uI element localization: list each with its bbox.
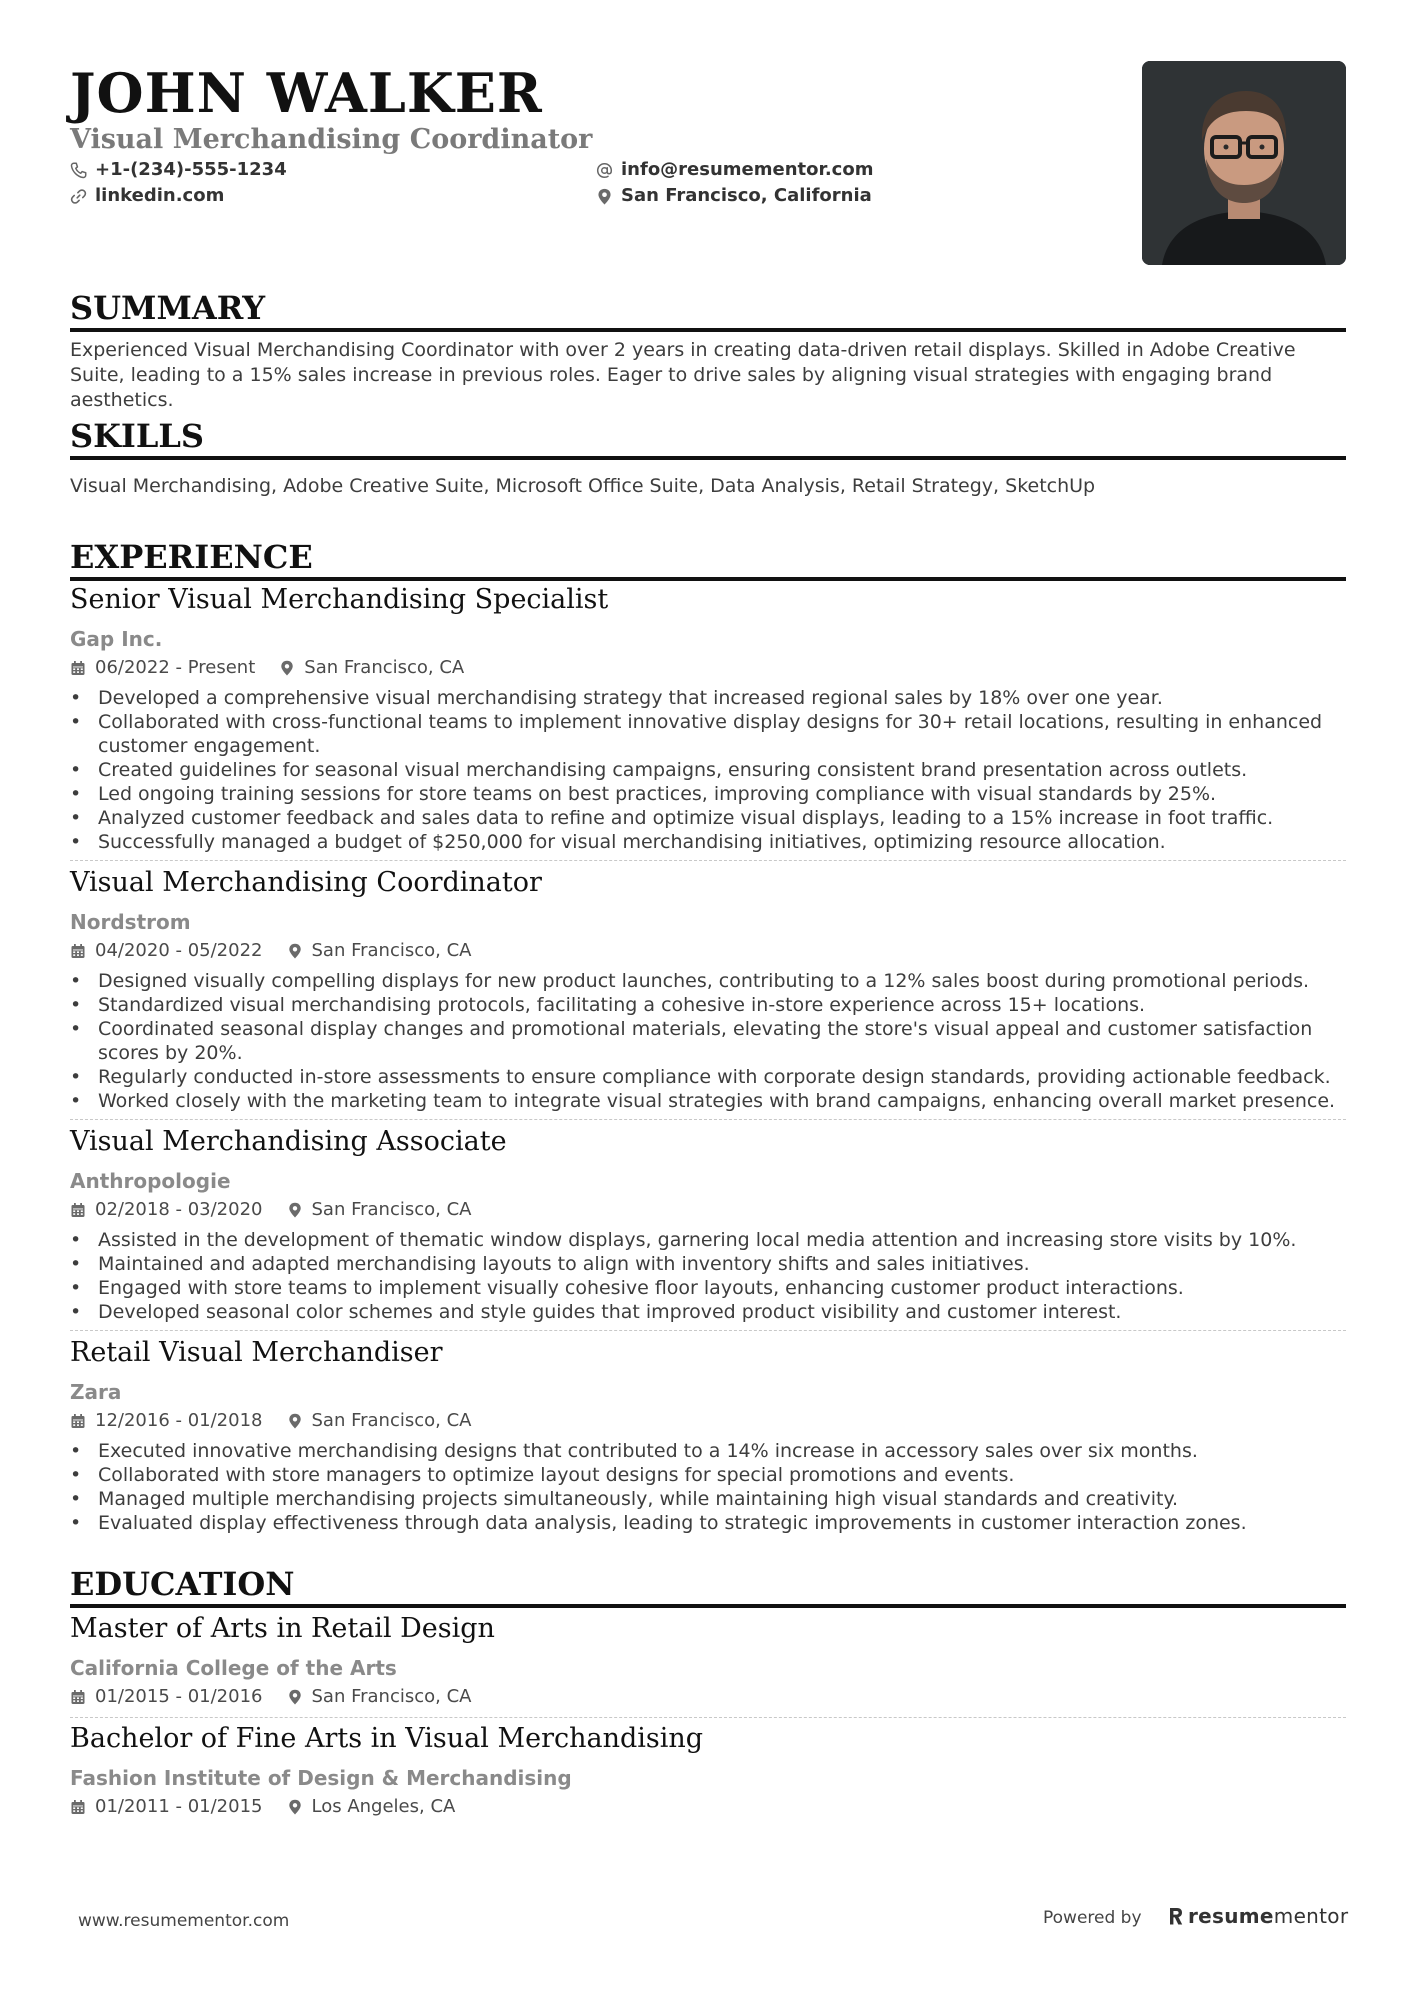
- contact-linkedin[interactable]: [70, 183, 224, 209]
- list-item: • Led ongoing training sessions for store teams on best practices, improving compliance with visual standards by 25%.: [70, 782, 1346, 806]
- job-dates: 02/2018 - 03/2020: [95, 1199, 263, 1220]
- map-pin-icon: [596, 188, 613, 205]
- list-item: • Collaborated with store managers to optimize layout designs for special promotions and events.: [70, 1463, 1346, 1487]
- map-pin-icon: [287, 1413, 303, 1429]
- school-name: California College of the Arts: [70, 1656, 397, 1680]
- brand-logo[interactable]: [1168, 1903, 1348, 1929]
- job-dates: 06/2022 - Present: [95, 657, 256, 678]
- brand-mark-icon: [1168, 1905, 1184, 1927]
- footer-website-link[interactable]: www.resumementor.com: [78, 1911, 290, 1931]
- list-item: • Regularly conducted in-store assessments to ensure compliance with corporate design standards, providing actionable feedback.: [70, 1065, 1346, 1089]
- list-item: • Maintained and adapted merchandising layouts to align with inventory shifts and sales initiatives.: [70, 1252, 1346, 1276]
- education-meta: [70, 1685, 471, 1709]
- job-title: Visual Merchandising Associate: [70, 1126, 507, 1157]
- education-heading: EDUCATION: [70, 1564, 1346, 1608]
- job-location: San Francisco, CA: [311, 940, 472, 961]
- list-item: • Developed seasonal color schemes and style guides that improved product visibility and customer interest.: [70, 1300, 1346, 1324]
- education-meta: [70, 1795, 455, 1819]
- list-item: • Worked closely with the marketing team to integrate visual strategies with brand campaigns, enhancing overall market presence.: [70, 1089, 1346, 1113]
- job-location: San Francisco, CA: [311, 1410, 472, 1431]
- list-item: • Engaged with store teams to implement visually cohesive floor layouts, enhancing customer product interactions.: [70, 1276, 1346, 1300]
- degree-title: Master of Arts in Retail Design: [70, 1613, 495, 1644]
- contact-email[interactable]: [596, 157, 873, 183]
- list-item: • Designed visually compelling displays for new product launches, contributing to a 12% sales boost during promotional periods.: [70, 969, 1346, 993]
- brand-name: [1188, 1903, 1348, 1929]
- job-company: Zara: [70, 1380, 122, 1404]
- list-item: • Successfully managed a budget of $250,000 for visual merchandising initiatives, optimizing resource allocation.: [70, 830, 1346, 854]
- list-item: • Assisted in the development of thematic window displays, garnering local media attention and increasing store visits by 10%.: [70, 1228, 1346, 1252]
- list-item: • Created guidelines for seasonal visual merchandising campaigns, ensuring consistent brand presentation across outlets.: [70, 758, 1346, 782]
- brand-name-bold: resume: [1188, 1904, 1274, 1928]
- list-item: • Coordinated seasonal display changes and promotional materials, elevating the store's visual appeal and customer satisfaction scores by 20%.: [70, 1017, 1346, 1065]
- summary-text: Experienced Visual Merchandising Coordinator with over 2 years in creating data-driven retail displays. Skilled in Adobe Creative Suite, leading to a 15% sales increase in previous roles. Eager to drive sales by aligning visual strategies with engaging brand aesthetics.: [70, 339, 1296, 411]
- calendar-icon: [70, 1689, 86, 1705]
- degree-title: Bachelor of Fine Arts in Visual Merchandising: [70, 1723, 704, 1754]
- job-location: San Francisco, CA: [304, 657, 465, 678]
- profile-photo: [1142, 61, 1346, 265]
- calendar-icon: [70, 943, 86, 959]
- candidate-headline: Visual Merchandising Coordinator: [70, 124, 593, 155]
- map-pin-icon: [279, 660, 295, 676]
- candidate-name: JOHN WALKER: [70, 61, 543, 125]
- contact-location-text: San Francisco, California: [621, 185, 872, 206]
- education-dates: 01/2015 - 01/2016: [95, 1686, 263, 1707]
- phone-icon: [70, 162, 87, 179]
- education-dates: 01/2011 - 01/2015: [95, 1796, 263, 1817]
- job-bullets: [70, 1228, 1346, 1324]
- education-location: San Francisco, CA: [311, 1686, 472, 1707]
- job-title: Visual Merchandising Coordinator: [70, 867, 542, 898]
- job-dates: 04/2020 - 05/2022: [95, 940, 263, 961]
- job-company: Anthropologie: [70, 1169, 231, 1193]
- experience-heading: EXPERIENCE: [70, 537, 1346, 581]
- contact-location: [596, 183, 872, 209]
- job-dates: 12/2016 - 01/2018: [95, 1410, 263, 1431]
- job-bullets: [70, 1439, 1346, 1535]
- map-pin-icon: [287, 1799, 303, 1815]
- list-item: • Evaluated display effectiveness through data analysis, leading to strategic improvements in customer interaction zones.: [70, 1511, 1346, 1535]
- contact-linkedin-text: linkedin.com: [95, 185, 225, 206]
- list-item: • Managed multiple merchandising projects simultaneously, while maintaining high visual standards and creativity.: [70, 1487, 1346, 1511]
- job-bullets: [70, 969, 1346, 1113]
- calendar-icon: [70, 660, 86, 676]
- divider: [70, 1119, 1346, 1120]
- list-item: • Developed a comprehensive visual merchandising strategy that increased regional sales by 18% over one year.: [70, 686, 1346, 710]
- list-item: • Collaborated with cross-functional teams to implement innovative display designs for 30+ retail locations, resulting in enhanced customer engagement.: [70, 710, 1346, 758]
- contact-email-text: info@resumementor.com: [621, 159, 874, 180]
- summary-heading: SUMMARY: [70, 288, 1346, 332]
- job-company: Nordstrom: [70, 910, 191, 934]
- contact-phone-text: +1-(234)-555-1234: [95, 159, 287, 180]
- link-icon: [70, 188, 87, 205]
- list-item: • Standardized visual merchandising protocols, facilitating a cohesive in-store experience across 15+ locations.: [70, 993, 1346, 1017]
- brand-name-light: mentor: [1273, 1904, 1349, 1928]
- divider: [70, 860, 1346, 861]
- list-item: • Executed innovative merchandising designs that contributed to a 14% increase in accessory sales over six months.: [70, 1439, 1346, 1463]
- job-location: San Francisco, CA: [311, 1199, 472, 1220]
- list-item: • Analyzed customer feedback and sales data to refine and optimize visual displays, leading to a 15% increase in foot traffic.: [70, 806, 1346, 830]
- skills-text: Visual Merchandising, Adobe Creative Suite, Microsoft Office Suite, Data Analysis, Retail Strategy, SketchUp: [70, 475, 1096, 497]
- skills-heading: SKILLS: [70, 416, 1346, 460]
- map-pin-icon: [287, 1202, 303, 1218]
- calendar-icon: [70, 1799, 86, 1815]
- education-location: Los Angeles, CA: [311, 1796, 456, 1817]
- powered-by-label: Powered by: [1043, 1908, 1142, 1928]
- job-bullets: [70, 686, 1346, 854]
- calendar-icon: [70, 1202, 86, 1218]
- job-title: Retail Visual Merchandiser: [70, 1337, 443, 1368]
- job-meta: [70, 656, 464, 680]
- job-meta: [70, 1198, 471, 1222]
- contact-phone[interactable]: [70, 157, 287, 183]
- job-meta: [70, 939, 471, 963]
- map-pin-icon: [287, 943, 303, 959]
- at-icon: [596, 162, 613, 179]
- calendar-icon: [70, 1413, 86, 1429]
- divider: [70, 1330, 1346, 1331]
- divider: [70, 1717, 1346, 1718]
- map-pin-icon: [287, 1689, 303, 1705]
- school-name: Fashion Institute of Design & Merchandising: [70, 1766, 572, 1790]
- job-meta: [70, 1409, 471, 1433]
- job-company: Gap Inc.: [70, 627, 163, 651]
- job-title: Senior Visual Merchandising Specialist: [70, 584, 609, 615]
